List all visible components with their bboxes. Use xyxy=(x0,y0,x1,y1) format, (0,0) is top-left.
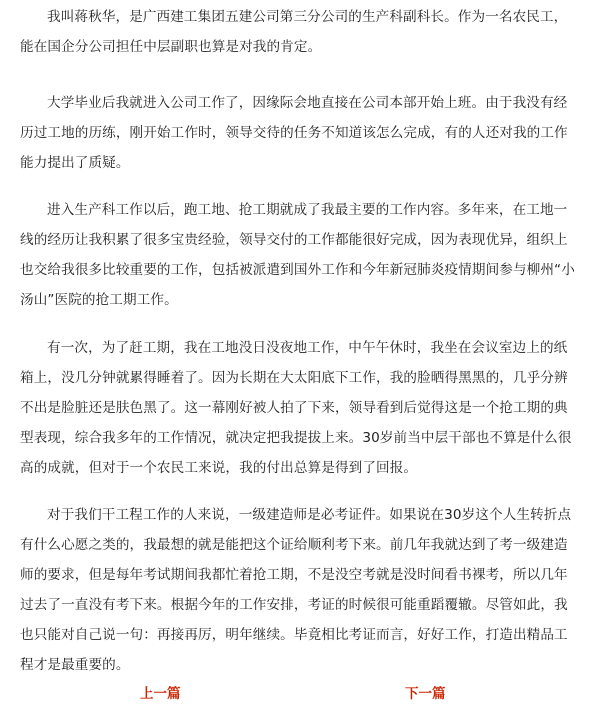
paragraph-3: 进入生产科工作以后，跑工地、抢工期就成了我最主要的工作内容。多年来，在工地一线的经历让我积累了很多宝贵经验，领导交付的工作都能很好完成，因为表现优异，组织上也交给我很多比较重要的工作，包括被派遣到国外工作和今年新冠肺炎疫情期间参与柳州“小汤山”医院的抢工期工作。 xyxy=(20,202,575,308)
article-pager xyxy=(0,682,600,710)
next-article-link[interactable]: 下一篇 xyxy=(405,686,446,702)
paragraph-4: 有一次，为了赶工期，我在工地没日没夜地工作，中午午休时，我坐在会议室边上的纸箱上，没几分钟就累得睡着了。因为长期在大太阳底下工作，我的脸晒得黑黑的，几乎分辨不出是脸脏还是肤色黑了。这一幕刚好被人拍了下来，领导看到后觉得这是一个抢工期的典型表现，综合我多年的工作情况，就决定把我提拔上来。30岁前当中层干部也不算是什么很高的成就，但对于一个农民工来说，我的付出总算是得到了回报。 xyxy=(20,340,572,476)
paragraph-2: 大学毕业后我就进入公司工作了，因缘际会地直接在公司本部开始上班。由于我没有经历过工地的历练，刚开始工作时，领导交待的任务不知道该怎么完成，有的人还对我的工作能力提出了质疑。 xyxy=(20,95,568,171)
prev-article-link[interactable]: 上一篇 xyxy=(140,686,181,702)
paragraph-5: 对于我们干工程工作的人来说，一级建造师是必考证件。如果说在30岁这个人生转折点有什么心愿之类的，我最想的就是能把这个证给顺利考下来。前几年我就达到了考一级建造师的要求，但是每年考试期间我都忙着抢工期，不是没空考就是没时间看书裸考，所以几年过去了一直没有考下来。根据今年的工作安排，考证的时候很可能重蹈覆辙。尽管如此，我也只能对自己说一句：再接再厉，明年继续。毕竟相比考证而言，好好工作，打造出精品工程才是最重要的。 xyxy=(20,507,572,673)
paragraph-1: 我叫蒋秋华，是广西建工集团五建公司第三分公司的生产科副科长。作为一名农民工，能在国企分公司担任中层副职也算是对我的肯定。 xyxy=(20,9,568,55)
